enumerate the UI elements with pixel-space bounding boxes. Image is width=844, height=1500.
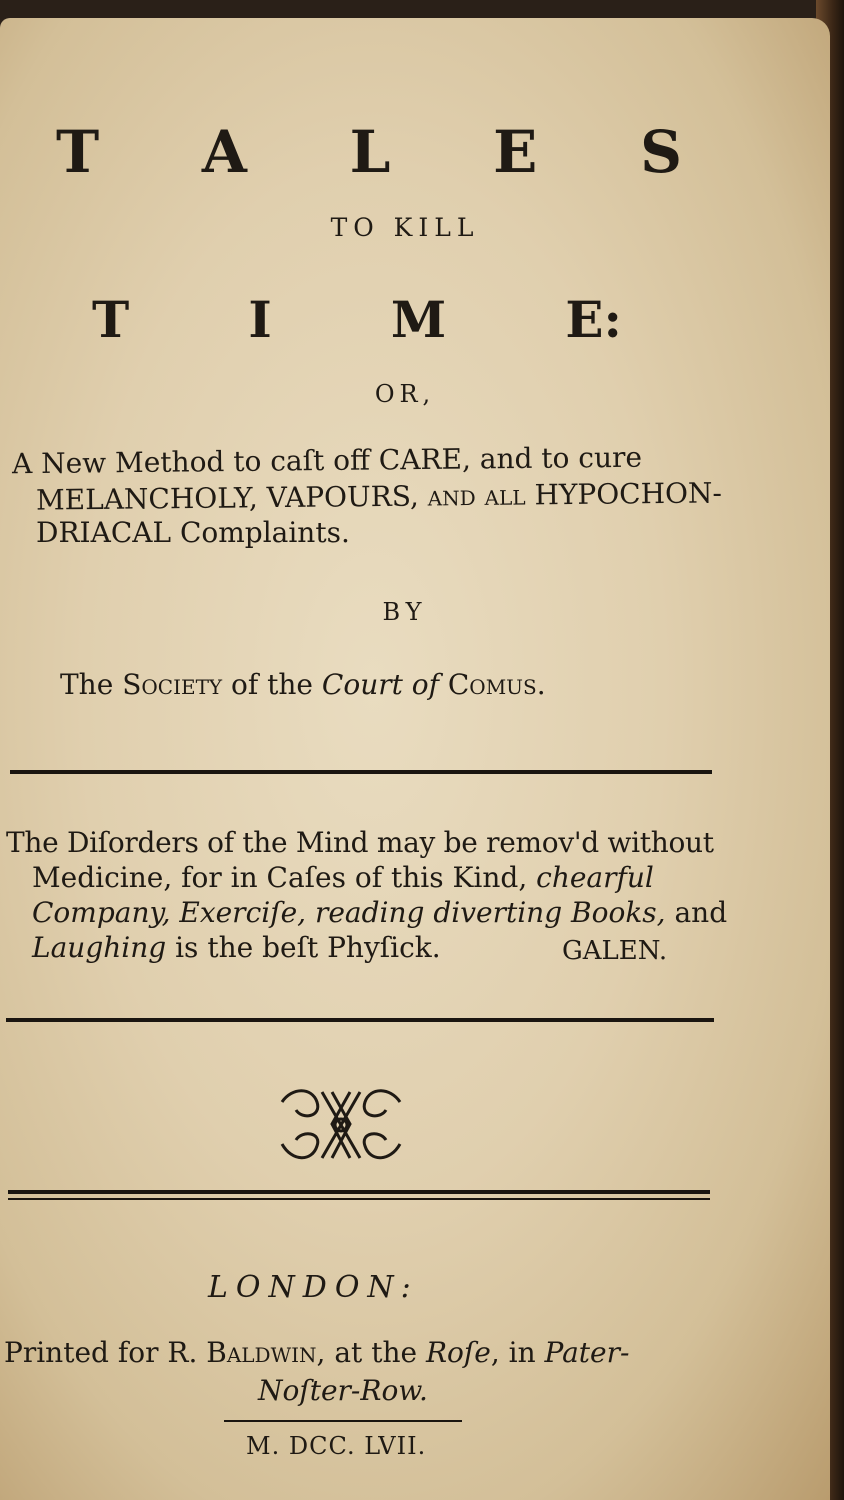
title-page [0, 18, 830, 1500]
title-letter: E: [565, 290, 622, 349]
title-letter: S [640, 118, 682, 186]
description-line: DRIACAL Complaints. [36, 516, 350, 549]
imprint-street: Noſter-Row. [258, 1374, 428, 1407]
subtitle-to-kill: TO KILL [330, 213, 480, 242]
title-letter: I [248, 290, 272, 349]
imprint-text: , in [490, 1336, 545, 1369]
title-letter: T [92, 290, 130, 349]
title-time [92, 290, 622, 349]
imprint-printer: Baldwin [206, 1336, 317, 1369]
description-line: MELANCHOLY, VAPOURS, and all HYPOCHON- [35, 476, 723, 517]
divider-rule-thin [8, 1198, 710, 1200]
author-prefix: The [60, 668, 123, 701]
epigraph-line [32, 931, 441, 964]
imprint-line [4, 1336, 629, 1369]
title-letter: M [390, 290, 447, 349]
title-letter: L [349, 118, 391, 186]
imprint-text: , at the [316, 1336, 426, 1369]
title-letter: E [493, 118, 538, 186]
title-letter: A [201, 118, 247, 186]
or-line: OR, [374, 380, 436, 408]
epigraph-italic: Laughing [32, 931, 167, 964]
by-line: BY [382, 598, 428, 626]
printers-ornament [272, 1082, 410, 1168]
epigraph-line [32, 861, 654, 894]
divider-rule [8, 1190, 710, 1194]
author-of-the: of the [222, 668, 322, 701]
imprint-text: Printed for R. [4, 1336, 207, 1369]
imprint-italic: Pater- [544, 1336, 630, 1369]
author-society: Society [122, 668, 223, 701]
divider-rule [10, 770, 712, 774]
description-line: A New Method to caſt off CARE, and to cure [11, 440, 643, 481]
epigraph-italic: Company, Exerciſe, reading diverting Books, [32, 896, 666, 929]
epigraph-text: and [665, 896, 728, 929]
imprint-city: LONDON: [208, 1270, 419, 1305]
epigraph-text: is the beſt Phyſick. [166, 931, 441, 964]
title-letter: T [56, 118, 100, 186]
epigraph-line: The Diſorders of the Mind may be remov'd without [6, 826, 714, 859]
imprint-italic: Roſe [425, 1336, 491, 1369]
epigraph-attribution: GALEN. [562, 936, 668, 966]
divider-rule [6, 1018, 714, 1022]
epigraph-line [32, 896, 727, 929]
epigraph-text: Medicine, for in Caſes of this Kind, [32, 861, 537, 894]
main-title [56, 118, 682, 186]
author-line [60, 668, 546, 701]
author-comus: Comus. [438, 668, 546, 701]
date-rule [224, 1420, 462, 1422]
epigraph-italic: chearful [536, 861, 654, 894]
author-court-of: Court of [321, 668, 439, 701]
imprint-date: M. DCC. LVII. [246, 1432, 427, 1460]
